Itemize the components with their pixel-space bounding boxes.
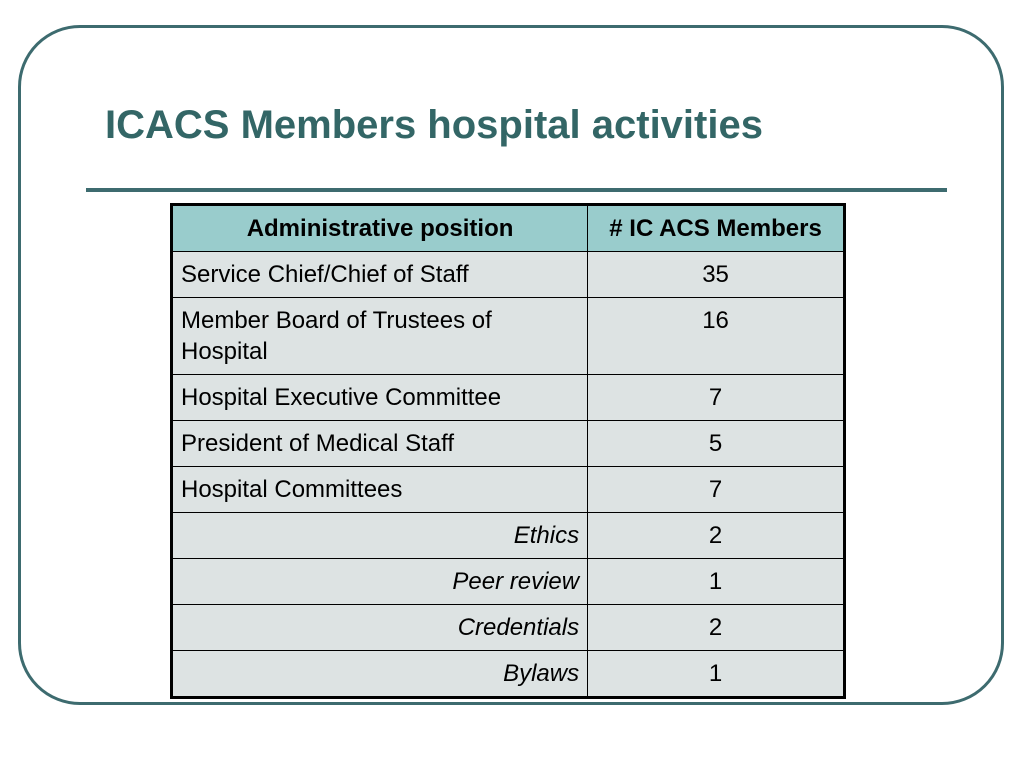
member-count-cell: 2: [588, 513, 845, 559]
slide-title: ICACS Members hospital activities: [105, 103, 763, 147]
position-cell: Hospital Executive Committee: [172, 375, 588, 421]
positions-table: [170, 203, 846, 699]
subcommittee-cell: Peer review: [172, 559, 588, 605]
column-header-position: Administrative position: [172, 205, 588, 252]
table-row: [172, 467, 845, 513]
table-row: [172, 375, 845, 421]
position-cell: Service Chief/Chief of Staff: [172, 252, 588, 298]
subcommittee-cell: Credentials: [172, 605, 588, 651]
member-count-cell: 16: [588, 298, 845, 375]
position-cell: President of Medical Staff: [172, 421, 588, 467]
position-cell: Member Board of Trustees of Hospital: [172, 298, 588, 375]
table-row: [172, 605, 845, 651]
position-cell: Hospital Committees: [172, 467, 588, 513]
member-count-cell: 5: [588, 421, 845, 467]
table-row: [172, 651, 845, 698]
table-header-row: [172, 205, 845, 252]
subcommittee-cell: Ethics: [172, 513, 588, 559]
member-count-cell: 35: [588, 252, 845, 298]
table-row: [172, 252, 845, 298]
table-row: [172, 513, 845, 559]
table-row: [172, 559, 845, 605]
table-row: [172, 421, 845, 467]
member-count-cell: 7: [588, 375, 845, 421]
member-count-cell: 1: [588, 559, 845, 605]
table-row: [172, 298, 845, 375]
member-count-cell: 1: [588, 651, 845, 698]
column-header-members: # IC ACS Members: [588, 205, 845, 252]
subcommittee-cell: Bylaws: [172, 651, 588, 698]
title-divider: [86, 188, 947, 192]
member-count-cell: 2: [588, 605, 845, 651]
member-count-cell: 7: [588, 467, 845, 513]
